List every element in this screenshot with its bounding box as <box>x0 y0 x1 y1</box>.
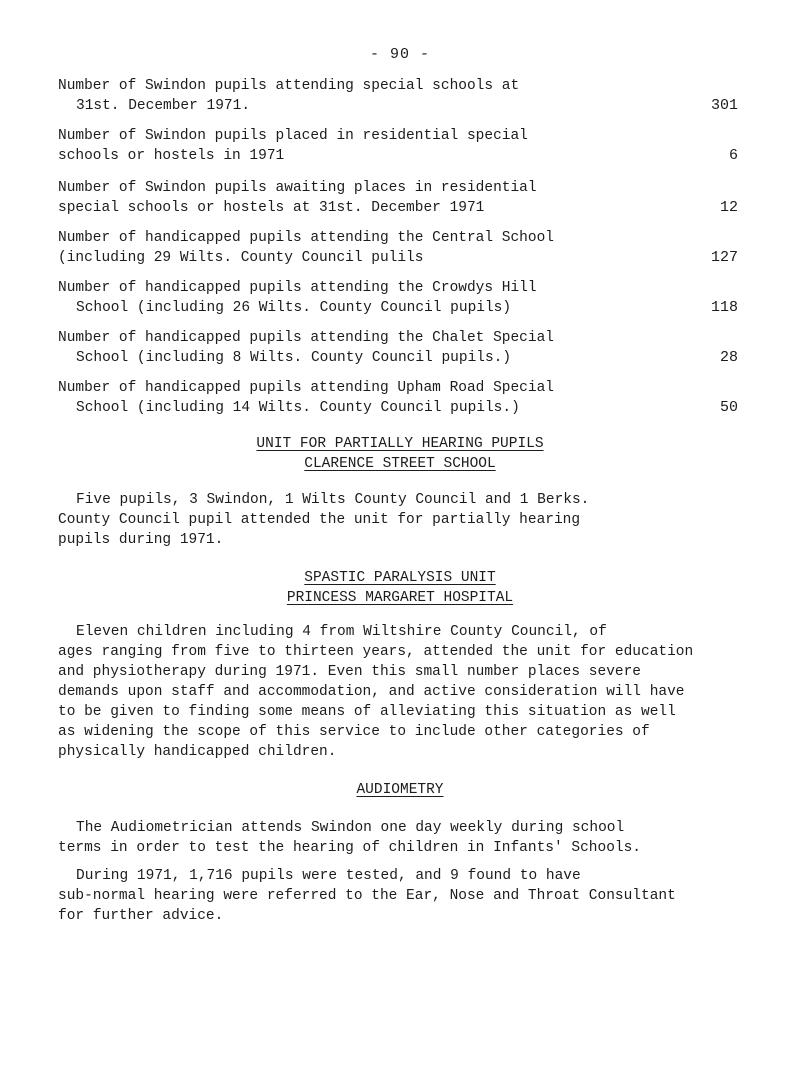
section-heading <box>0 434 800 454</box>
heading-partially-hearing: UNIT FOR PARTIALLY HEARING PUPILS <box>256 436 544 452</box>
section-heading <box>0 568 800 588</box>
stat-value: 12 <box>719 199 738 216</box>
stat-line: School (including 14 Wilts. County Council pupils.) <box>76 400 520 416</box>
stat-residential-awaiting <box>58 178 738 218</box>
section-heading <box>0 780 800 800</box>
stat-crowdys-hill-school <box>58 278 738 318</box>
stat-line: School (including 26 Wilts. County Council pupils) <box>76 300 512 316</box>
stat-value: 301 <box>710 97 738 114</box>
heading-princess-margaret: PRINCESS MARGARET HOSPITAL <box>286 590 514 606</box>
stat-line: special schools or hostels at 31st. December 1971 <box>58 200 485 216</box>
heading-audiometry: AUDIOMETRY <box>356 782 444 798</box>
paragraph-line: pupils during 1971. <box>58 532 224 548</box>
stat-line: schools or hostels in 1971 <box>58 148 285 164</box>
stat-value: 118 <box>710 299 738 316</box>
paragraph-line: and physiotherapy during 1971. Even this small number places severe <box>58 664 641 680</box>
section-subheading <box>0 588 800 608</box>
heading-clarence-street: CLARENCE STREET SCHOOL <box>304 456 496 472</box>
stat-chalet-special-school <box>58 328 738 368</box>
paragraph-partially-hearing <box>58 490 758 550</box>
stat-value: 127 <box>710 249 738 266</box>
paragraph-audiometrician <box>58 818 758 858</box>
stat-line: School (including 8 Wilts. County Council pupils.) <box>76 350 512 366</box>
stat-value: 6 <box>728 147 738 164</box>
paragraph-line: physically handicapped children. <box>58 744 337 760</box>
heading-spastic-paralysis: SPASTIC PARALYSIS UNIT <box>304 570 496 586</box>
paragraph-line: sub-normal hearing were referred to the Ear, Nose and Throat Consultant <box>58 888 676 904</box>
stat-upham-road-school <box>58 378 738 418</box>
paragraph-line: The Audiometrician attends Swindon one day weekly during school <box>76 820 625 836</box>
paragraph-line: Five pupils, 3 Swindon, 1 Wilts County Council and 1 Berks. <box>76 492 590 508</box>
paragraph-audiometry-results <box>58 866 758 926</box>
stat-line: Number of handicapped pupils attending the Central School <box>58 230 554 246</box>
section-subheading <box>0 454 800 474</box>
paragraph-line: ages ranging from five to thirteen years, attended the unit for education <box>58 644 694 660</box>
page-number: - 90 - <box>369 46 430 63</box>
paragraph-line: as widening the scope of this service to include other categories of <box>58 724 650 740</box>
stat-central-school <box>58 228 738 268</box>
paragraph-spastic-paralysis <box>58 622 758 762</box>
stat-special-schools <box>58 76 738 116</box>
stat-line: Number of handicapped pupils attending the Crowdys Hill <box>58 280 537 296</box>
stat-line: Number of Swindon pupils placed in residential special <box>58 128 528 144</box>
stat-line: Number of Swindon pupils attending special schools at <box>58 78 520 94</box>
stat-line: Number of handicapped pupils attending Upham Road Special <box>58 380 554 396</box>
paragraph-line: demands upon staff and accommodation, and active consideration will have <box>58 684 685 700</box>
paragraph-line: for further advice. <box>58 908 224 924</box>
paragraph-line: Eleven children including 4 from Wiltshire County Council, of <box>76 624 607 640</box>
paragraph-line: During 1971, 1,716 pupils were tested, and 9 found to have <box>76 868 581 884</box>
stat-residential-placed <box>58 126 738 166</box>
stat-line: Number of Swindon pupils awaiting places in residential <box>58 180 537 196</box>
paragraph-line: to be given to finding some means of alleviating this situation as well <box>58 704 676 720</box>
stat-line: Number of handicapped pupils attending the Chalet Special <box>58 330 554 346</box>
stat-value: 50 <box>719 399 738 416</box>
stat-value: 28 <box>719 349 738 366</box>
stat-line: 31st. December 1971. <box>76 98 251 114</box>
paragraph-line: County Council pupil attended the unit for partially hearing <box>58 512 581 528</box>
paragraph-line: terms in order to test the hearing of children in Infants' Schools. <box>58 840 641 856</box>
stat-line: (including 29 Wilts. County Council pulils <box>58 250 424 266</box>
